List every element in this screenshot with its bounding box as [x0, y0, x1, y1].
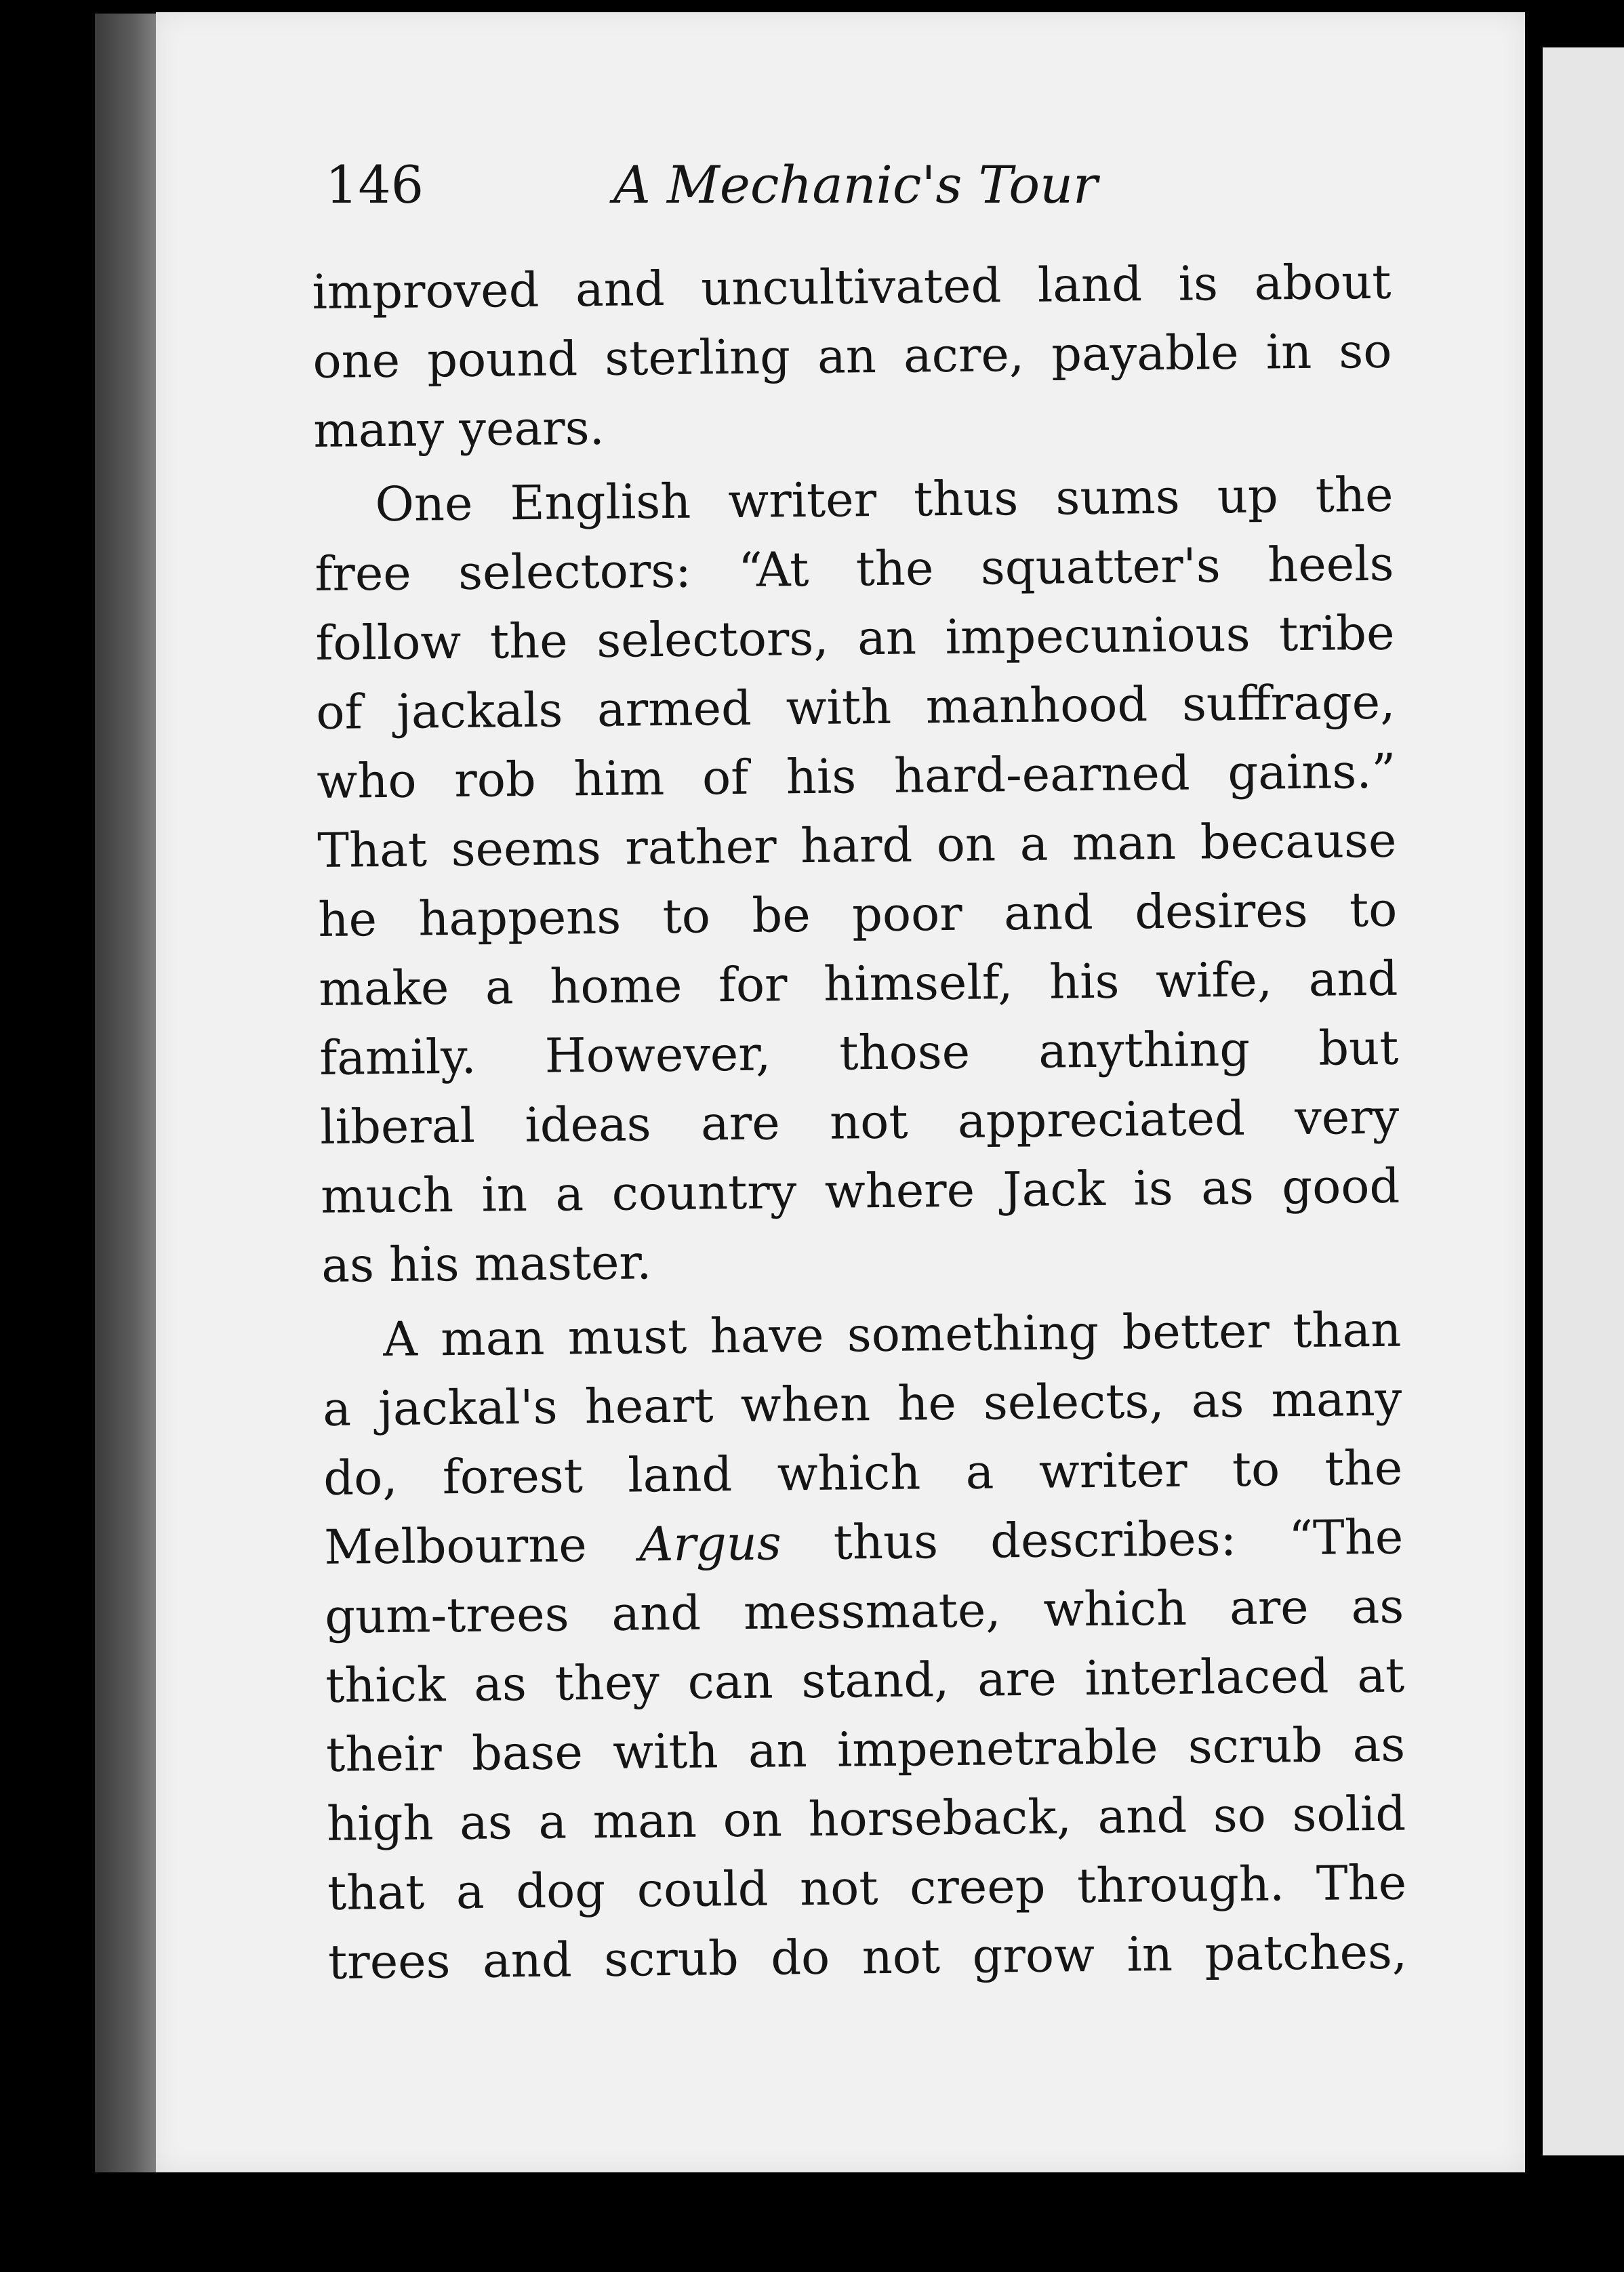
- text-line: liberal ideas are not appreciated very: [319, 1089, 1400, 1155]
- text-line: much in a country where Jack is as good: [320, 1158, 1400, 1224]
- text-line: thick as they can stand, are interlaced at: [325, 1647, 1405, 1713]
- text-line: one pound sterling an acre, payable in so: [312, 323, 1392, 389]
- text-line: make a home for himself, his wife, and: [318, 950, 1398, 1017]
- next-page-edge: [1543, 47, 1624, 2155]
- text-line: do, forest land which a writer to the: [323, 1440, 1403, 1506]
- italic-title-argus: Argus: [638, 1515, 782, 1573]
- text-line: of jackals armed with manhood suffrage,: [316, 674, 1396, 740]
- text-line: that a dog could not creep through. The: [327, 1854, 1407, 1921]
- text-line: who rob him of his hard-earned gains.”: [317, 743, 1396, 809]
- text-line: trees and scrub do not grow in patches,: [327, 1924, 1408, 1990]
- running-head: [325, 148, 1125, 222]
- text-segment: Melbourne: [323, 1516, 640, 1575]
- text-line: their base with an impenetrable scrub as: [325, 1716, 1406, 1783]
- text-line: A man must have something better than: [382, 1301, 1402, 1368]
- text-line: improved and uncultivated land is about: [312, 253, 1392, 320]
- text-line: he happens to be poor and desires to: [317, 881, 1398, 948]
- running-title: A Mechanic's Tour: [613, 155, 1098, 215]
- text-line: That seems rather hard on a man because: [317, 812, 1397, 878]
- text-line: free selectors: “At the squatter's heels: [314, 535, 1394, 602]
- text-segment: thus describes: “The: [781, 1509, 1404, 1571]
- text-line: as his master.: [321, 1234, 652, 1293]
- body-text: [312, 247, 1408, 1997]
- book-binding-edge: [95, 14, 163, 2172]
- text-line: high as a man on horseback, and so solid: [326, 1785, 1406, 1852]
- text-line-with-italic: [324, 1503, 1404, 1582]
- text-line: follow the selectors, an impecunious tribe: [315, 605, 1395, 671]
- text-line: a jackal's heart when he selects, as many: [322, 1371, 1402, 1437]
- text-line: One English writer thus sums up the: [375, 466, 1394, 533]
- text-line: many years.: [313, 399, 605, 458]
- text-line: gum-trees and messmate, which are as: [324, 1578, 1404, 1644]
- text-line: family. However, those anything but: [319, 1019, 1399, 1086]
- page-number: 146: [325, 155, 424, 215]
